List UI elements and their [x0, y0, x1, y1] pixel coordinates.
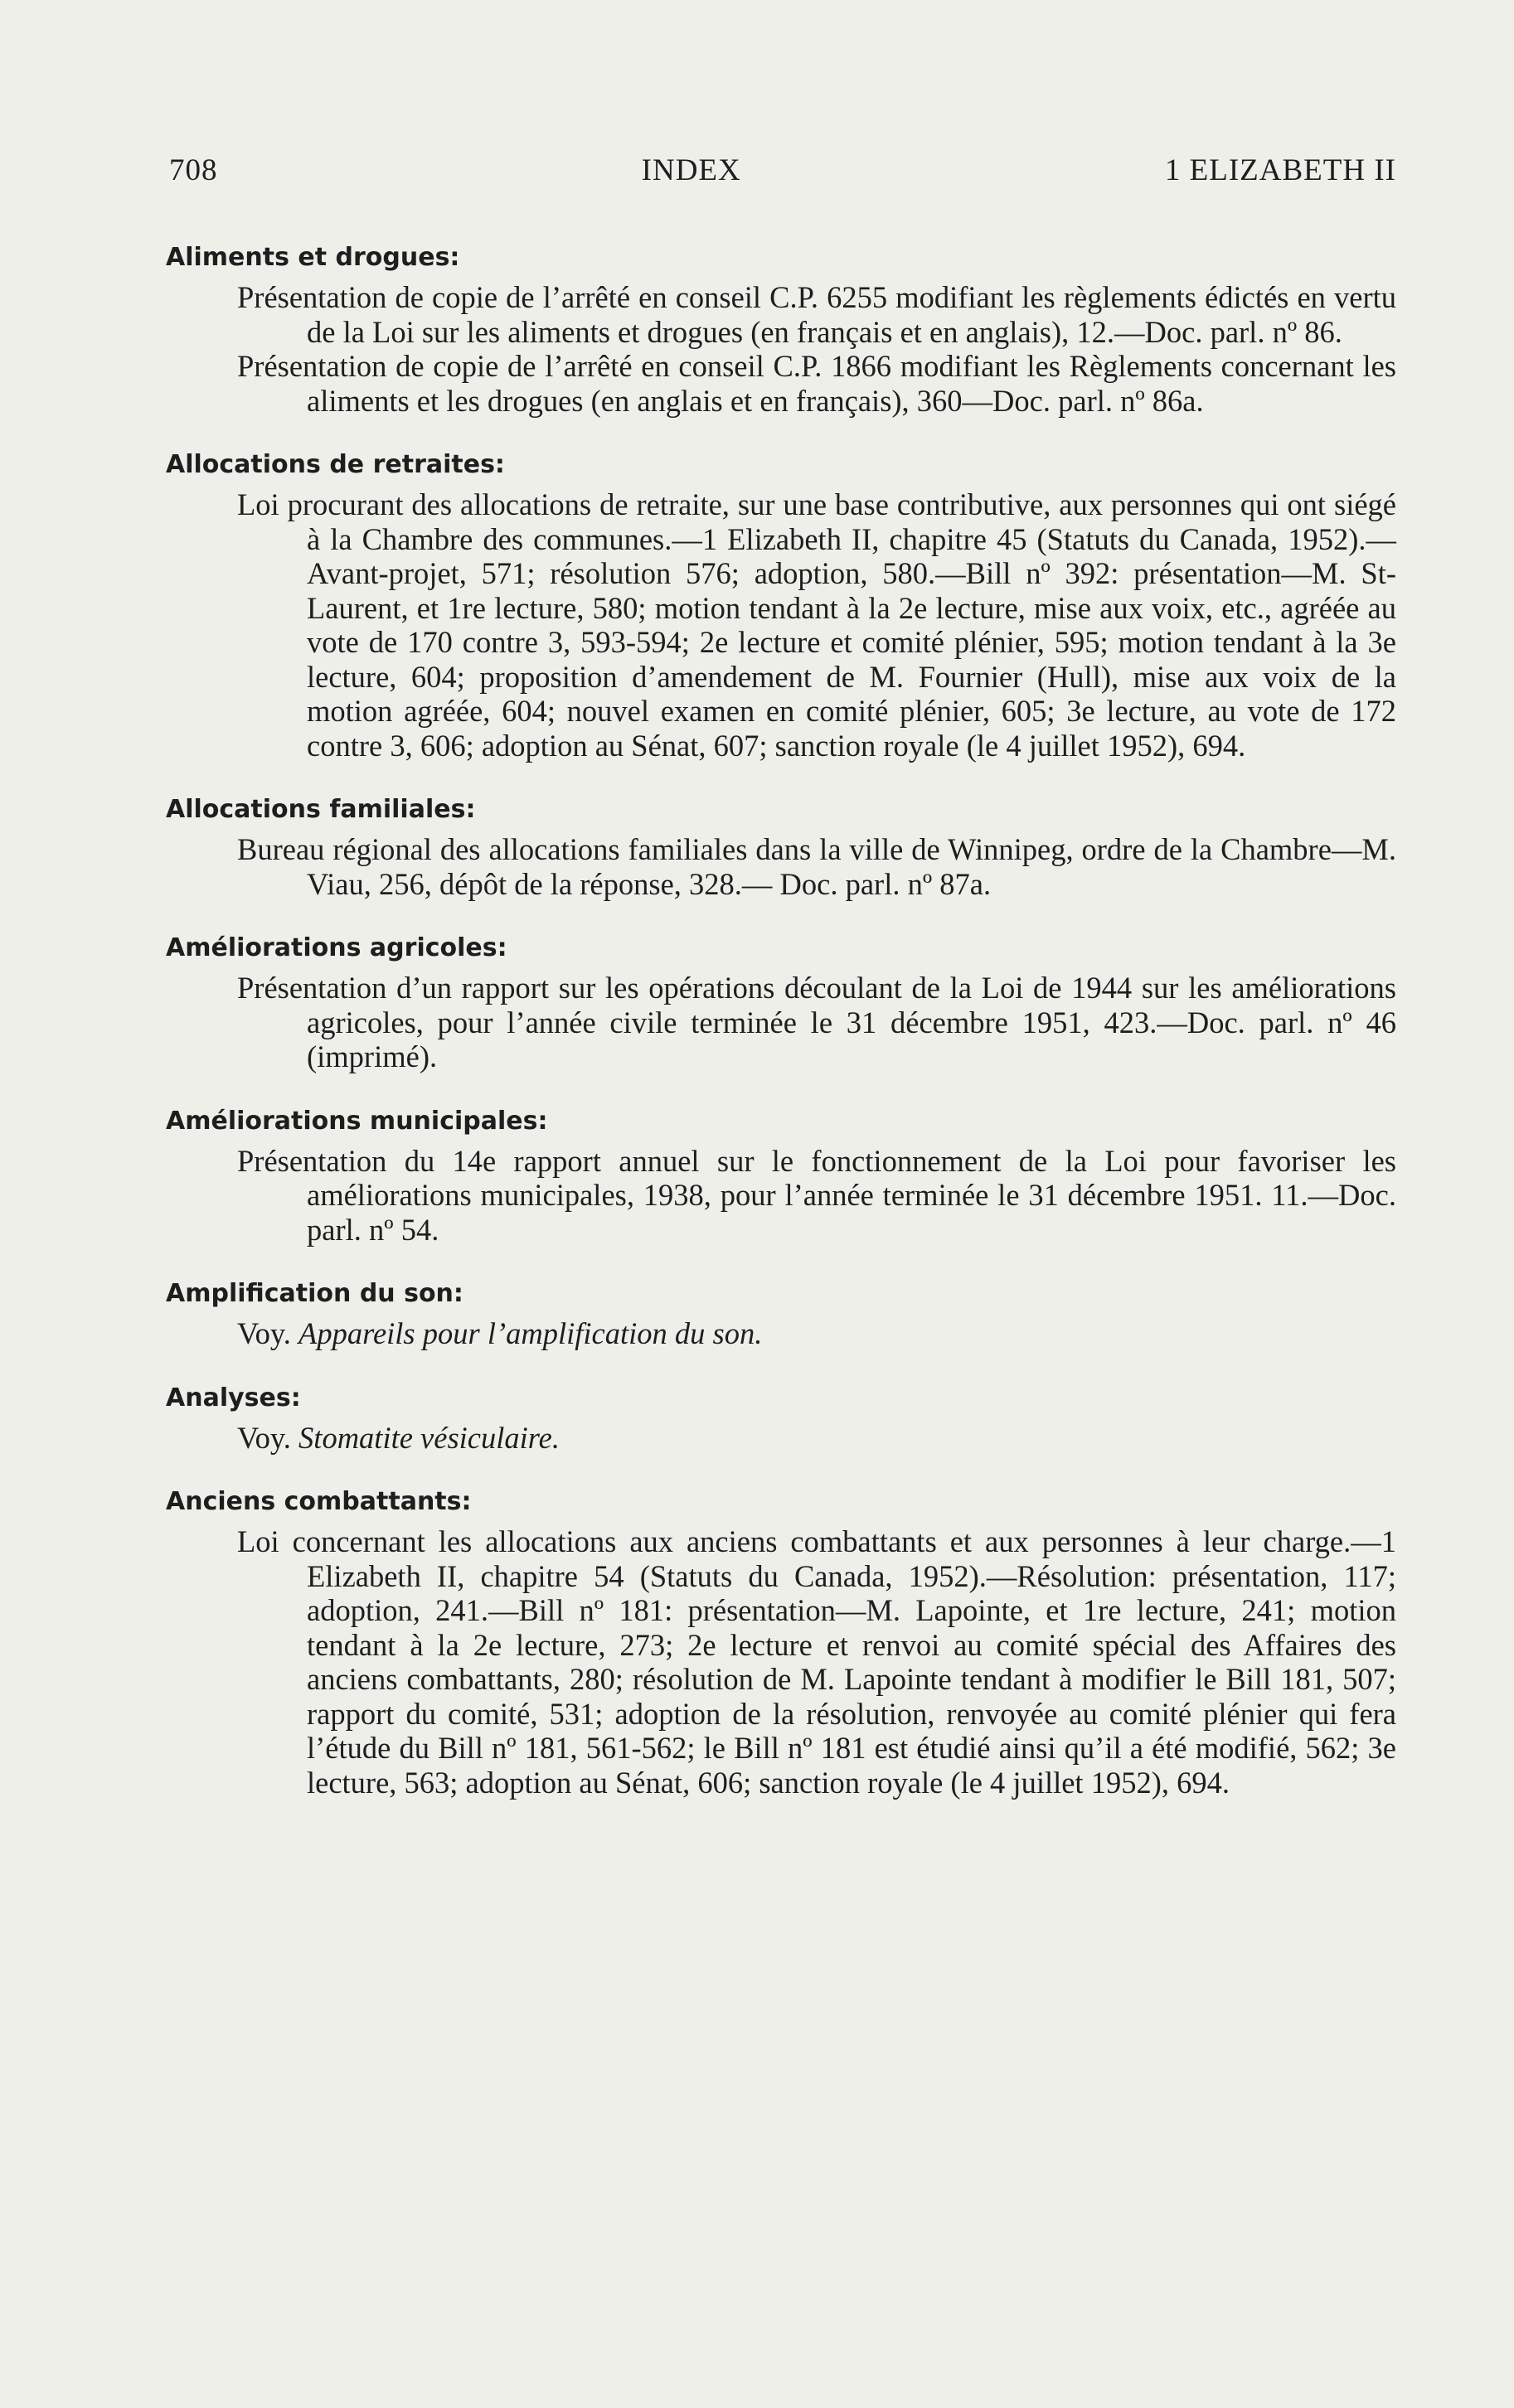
running-head	[169, 153, 1396, 188]
reign-label: 1 ELIZABETH II	[1164, 153, 1396, 187]
index-entry: Présentation de copie de l’arrêté en conseil C.P. 1866 modifiant les Règlements concernant les aliments et les drogues (en anglais et en français), 360—Doc. parl. nº 86a.	[237, 349, 1396, 418]
index-entry: Loi procurant des allocations de retraite, sur une base contributive, aux personnes qui ont siégé à la Chambre des communes.—1 Elizabeth II, chapitre 45 (Statuts du Canada, 1952).—Avant-projet, 571; résolution 576; adoption, 580.—Bill nº 392: présentation—M. St-Laurent, et 1re lecture, 580; motion tendant à la 2e lecture, mise aux voix, etc., agréée au vote de 170 contre 3, 593-594; 2e lecture et comité plénier, 595; motion tendant à la 3e lecture, 604; proposition d’amendement de M. Fournier (Hull), mise aux voix de la motion agréée, 604; nouvel examen en comité plénier, 605; 3e lecture, au vote de 172 contre 3, 606; adoption au Sénat, 607; sanction royale (le 4 juillet 1952), 694.	[237, 487, 1396, 763]
index-section	[166, 1485, 1396, 1800]
index-entry: Bureau régional des allocations familiales dans la ville de Winnipeg, ordre de la Chambre—M. Viau, 256, dépôt de la réponse, 328.— Doc. parl. nº 87a.	[237, 832, 1396, 901]
cross-reference	[166, 1316, 1396, 1351]
index-section	[166, 1104, 1396, 1248]
index-section	[166, 448, 1396, 763]
section-heading: Amplification du son:	[166, 1279, 463, 1308]
index-content	[166, 240, 1396, 1829]
section-heading: Anciens combattants:	[166, 1487, 472, 1516]
index-section	[166, 240, 1396, 418]
page-number: 708	[169, 153, 218, 187]
reference-target: Appareils pour l’amplification du son.	[298, 1316, 763, 1350]
cross-reference	[166, 1421, 1396, 1456]
index-section	[166, 792, 1396, 901]
reference-target: Stomatite vésiculaire.	[298, 1420, 560, 1455]
section-heading: Améliorations agricoles:	[166, 933, 507, 962]
see-label: Voy.	[237, 1316, 291, 1350]
index-section	[166, 1381, 1396, 1456]
index-section	[166, 931, 1396, 1074]
see-label: Voy.	[237, 1420, 291, 1455]
section-heading: Améliorations municipales:	[166, 1106, 548, 1136]
section-heading: Aliments et drogues:	[166, 243, 460, 272]
index-section	[166, 1277, 1396, 1351]
index-entry: Présentation d’un rapport sur les opérations découlant de la Loi de 1944 sur les améliorations agricoles, pour l’année civile terminée le 31 décembre 1951, 423.—Doc. parl. nº 46 (imprimé).	[237, 971, 1396, 1073]
index-entry: Présentation du 14e rapport annuel sur le fonctionnement de la Loi pour favoriser les améliorations municipales, 1938, pour l’année terminée le 31 décembre 1951. 11.—Doc. parl. nº 54.	[237, 1143, 1396, 1247]
index-entry: Présentation de copie de l’arrêté en conseil C.P. 6255 modifiant les règlements édictés en vertu de la Loi sur les aliments et drogues (en français et en anglais), 12.—Doc. parl. nº 86.	[237, 280, 1396, 349]
section-heading: Analyses:	[166, 1383, 301, 1412]
page-title: INDEX	[641, 153, 741, 187]
section-heading: Allocations familiales:	[166, 795, 476, 824]
section-heading: Allocations de retraites:	[166, 450, 505, 479]
index-entry: Loi concernant les allocations aux anciens combattants et aux personnes à leur charge.—1 Elizabeth II, chapitre 54 (Statuts du Canada, 1952).—Résolution: présentation, 117; adoption, 241.—Bill nº 181: présentation—M. Lapointe, et 1re lecture, 241; motion tendant à la 2e lecture, 273; 2e lecture et renvoi au comité spécial des Affaires des anciens combattants, 280; résolution de M. Lapointe tendant à modifier le Bill 181, 507; rapport du comité, 531; adoption de la résolution, renvoyée au comité plénier qui fera l’étude du Bill nº 181, 561-562; le Bill nº 181 est étudié ainsi qu’il a été modifié, 562; 3e lecture, 563; adoption au Sénat, 606; sanction royale (le 4 juillet 1952), 694.	[237, 1524, 1396, 1800]
